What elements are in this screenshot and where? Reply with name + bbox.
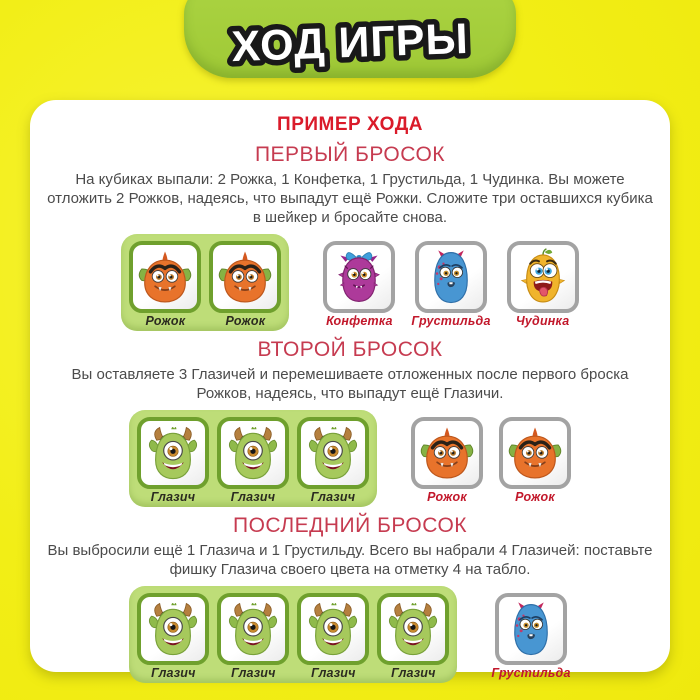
- die-grustilda: [411, 241, 490, 328]
- die-glazich: [217, 417, 289, 504]
- grustilda-monster-icon: [502, 600, 560, 658]
- glazich-monster-icon: [144, 600, 202, 658]
- die-glazich: [297, 593, 369, 680]
- kept-dice-group: [121, 234, 289, 331]
- rozhok-monster-icon: [506, 424, 564, 482]
- die-glazich: [377, 593, 449, 680]
- die-tile-glazich: [217, 593, 289, 665]
- die-label: Глазич: [391, 666, 436, 681]
- section-second-roll: [44, 333, 656, 509]
- die-label: Глазич: [310, 490, 356, 505]
- die-tile-konfetka: [323, 241, 395, 313]
- glazich-monster-icon: [144, 424, 202, 482]
- second-roll-dice-row: [129, 410, 571, 507]
- die-label: Глазич: [150, 490, 196, 505]
- die-label: Грустильда: [411, 314, 491, 329]
- die-label: Конфетка: [326, 314, 393, 329]
- die-tile-glazich: [297, 417, 369, 489]
- banner-title-text: ХОД ИГРЫ: [230, 14, 470, 72]
- glazich-monster-icon: [224, 424, 282, 482]
- die-rozhok: [411, 417, 483, 504]
- die-label: Рожок: [515, 490, 555, 505]
- die-tile-glazich: [297, 593, 369, 665]
- rozhok-monster-icon: [216, 248, 274, 306]
- die-tile-grustilda: [495, 593, 567, 665]
- last-roll-dice-row: [129, 586, 570, 683]
- die-label: Рожок: [427, 490, 467, 505]
- die-tile-rozhok: [129, 241, 201, 313]
- die-tile-grustilda: [415, 241, 487, 313]
- konfetka-monster-icon: [330, 248, 388, 306]
- die-label: Рожок: [145, 314, 186, 329]
- second-roll-heading: ВТОРОЙ БРОСОК: [257, 338, 443, 362]
- second-roll-text: Вы оставляете 3 Глазичей и перемешиваете отложенных после первого броска Рожков, надеясь, что выпадут ещё Глазичи.: [71, 366, 629, 403]
- first-roll-text: На кубиках выпали: 2 Рожка, 1 Конфетка, 1 Грустильда, 1 Чудинка. Вы можете отложить 2 Рожков, надеясь, что выпадут ещё Рожки. Сложите три оставшихся кубика в шейкер и бросайте снова.: [47, 171, 653, 227]
- game-turn-title: [190, 4, 510, 77]
- die-konfetka: [323, 241, 395, 328]
- die-label: Грустильда: [491, 666, 571, 681]
- die-tile-chudinka: [507, 241, 579, 313]
- last-roll-text: Вы выбросили ещё 1 Глазича и 1 Грустильду. Всего вы набрали 4 Глазичей: поставьте фишку Глазича своего цвета на отметку 4 на табло.: [47, 542, 653, 579]
- die-tile-glazich: [377, 593, 449, 665]
- die-label: Рожок: [225, 314, 266, 329]
- glazich-monster-icon: [224, 600, 282, 658]
- die-label: Глазич: [311, 666, 356, 681]
- die-label: Глазич: [151, 666, 196, 681]
- glazich-monster-icon: [304, 600, 362, 658]
- die-tile-glazich: [137, 417, 209, 489]
- section-first-roll: [44, 138, 656, 333]
- die-glazich: [217, 593, 289, 680]
- die-rozhok: [209, 241, 281, 328]
- die-tile-rozhok: [209, 241, 281, 313]
- die-tile-rozhok: [411, 417, 483, 489]
- die-grustilda: [491, 593, 570, 680]
- die-rozhok: [499, 417, 571, 504]
- die-chudinka: [507, 241, 579, 328]
- die-tile-rozhok: [499, 417, 571, 489]
- grustilda-monster-icon: [422, 248, 480, 306]
- first-roll-dice-row: [121, 234, 578, 331]
- title-banner: [184, 0, 516, 78]
- last-roll-heading: ПОСЛЕДНИЙ БРОСОК: [232, 514, 468, 538]
- die-label: Глазич: [231, 666, 276, 681]
- die-tile-glazich: [217, 417, 289, 489]
- glazich-monster-icon: [304, 424, 362, 482]
- die-glazich: [297, 417, 369, 504]
- die-label: Глазич: [230, 490, 276, 505]
- kept-dice-group: [129, 586, 457, 683]
- card-title: ПРИМЕР ХОДА: [277, 114, 423, 135]
- example-turn-card: [30, 100, 670, 681]
- first-roll-heading: ПЕРВЫЙ БРОСОК: [254, 143, 446, 166]
- die-glazich: [137, 593, 209, 680]
- rozhok-monster-icon: [136, 248, 194, 306]
- rozhok-monster-icon: [418, 424, 476, 482]
- glazich-monster-icon: [384, 600, 442, 658]
- die-label: Чудинка: [515, 314, 570, 329]
- die-glazich: [137, 417, 209, 504]
- die-tile-glazich: [137, 593, 209, 665]
- chudinka-monster-icon: [514, 248, 572, 306]
- section-last-roll: [44, 509, 656, 685]
- kept-dice-group: [129, 410, 377, 507]
- die-rozhok: [129, 241, 201, 328]
